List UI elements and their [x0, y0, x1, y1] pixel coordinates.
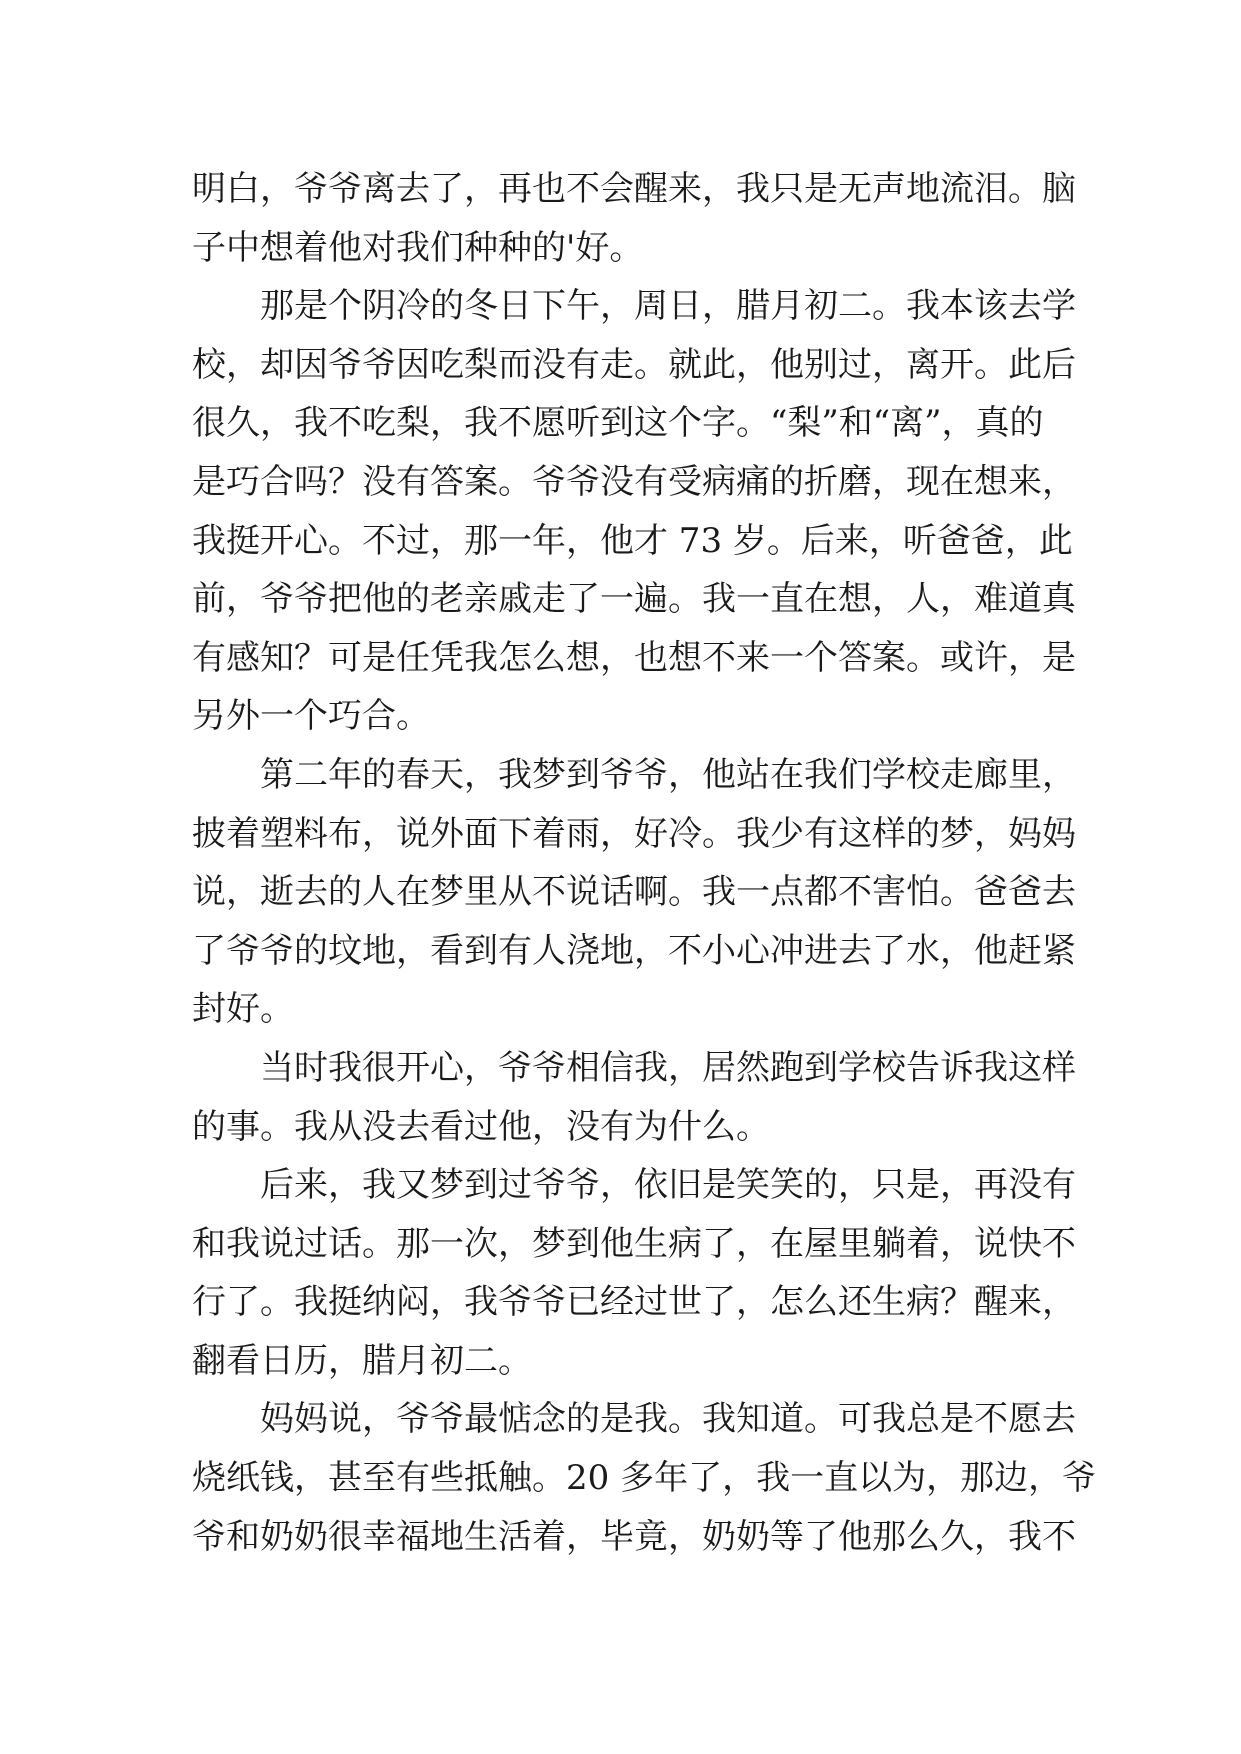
text-line: 我挺开心。不过，那一年，他才 73 岁。后来，听爸爸，此: [192, 520, 1073, 561]
text-line: 后来，我又梦到过爷爷，依旧是笑笑的，只是，再没有: [260, 1165, 1076, 1206]
text-line: 明白，爷爷离去了，再也不会醒来，我只是无声地流泪。脑: [192, 169, 1076, 209]
text-line: 是巧合吗？没有答案。爷爷没有受病痛的折磨，现在想来，: [192, 461, 1076, 502]
text-line: 说，逝去的人在梦里从不说话啊。我一点都不害怕。爸爸去: [192, 872, 1076, 913]
text-line: 很久，我不吃梨，我不愿听到这个字。“梨”和“离”，真的: [192, 403, 1044, 444]
text-line: 前，爷爷把他的老亲戚走了一遍。我一直在想，人，难道真: [192, 579, 1076, 620]
text-line: 有感知？可是任凭我怎么想，也想不来一个答案。或许，是: [192, 637, 1076, 678]
text-line: 披着塑料布，说外面下着雨，好冷。我少有这样的梦，妈妈: [192, 813, 1076, 854]
text-line: 的事。我从没去看过他，没有为什么。: [192, 1106, 770, 1147]
text-line: 了爷爷的坟地，看到有人浇地，不小心冲进去了水，他赶紧: [192, 930, 1076, 971]
text-line: 第二年的春天，我梦到爷爷，他站在我们学校走廊里，: [260, 754, 1076, 795]
text-line: 烧纸钱，甚至有些抵触。20 多年了，我一直以为，那边，爷: [192, 1458, 1097, 1499]
body-text: [192, 160, 1097, 1566]
text-line: 另外一个巧合。: [192, 696, 430, 737]
text-line: 那是个阴冷的冬日下午，周日，腊月初二。我本该去学: [260, 286, 1076, 327]
text-line: 行了。我挺纳闷，我爷爷已经过世了，怎么还生病？醒来，: [192, 1282, 1076, 1323]
text-line: 封好。: [192, 989, 294, 1030]
text-line: 翻看日历，腊月初二。: [192, 1340, 532, 1381]
text-line: 校，却因爷爷因吃梨而没有走。就此，他别过，离开。此后: [192, 344, 1076, 385]
text-line: 和我说过话。那一次，梦到他生病了，在屋里躺着，说快不: [192, 1223, 1076, 1264]
text-line: 爷和奶奶很幸福地生活着，毕竟，奶奶等了他那么久，我不: [192, 1516, 1076, 1557]
text-line: 子中想着他对我们种种的'好。: [192, 227, 644, 268]
text-line: 当时我很开心，爷爷相信我，居然跑到学校告诉我这样: [260, 1047, 1076, 1088]
text-line: 妈妈说，爷爷最惦念的是我。我知道。可我总是不愿去: [260, 1399, 1076, 1440]
